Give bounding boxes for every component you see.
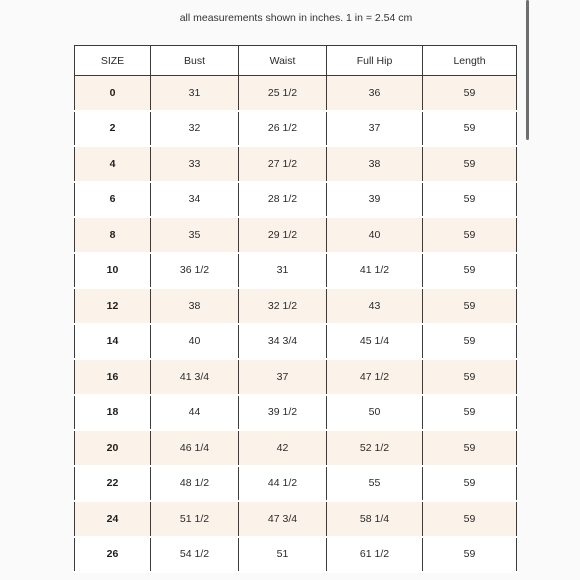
cell-bust: 44 (151, 395, 239, 431)
cell-waist: 31 (239, 253, 327, 289)
header-row (75, 46, 517, 76)
cell-length: 59 (423, 324, 517, 360)
cell-waist: 25 1/2 (239, 76, 327, 111)
cell-full-hip: 43 (327, 288, 423, 324)
table-row (75, 253, 517, 289)
header-full-hip: Full Hip (327, 46, 423, 76)
cell-size: 14 (75, 324, 151, 360)
cell-full-hip: 45 1/4 (327, 324, 423, 360)
cell-waist: 37 (239, 359, 327, 395)
measurement-note: all measurements shown in inches. 1 in = 2.54 cm (179, 12, 413, 24)
cell-full-hip: 55 (327, 466, 423, 502)
table-header (75, 46, 517, 76)
cell-bust: 51 1/2 (151, 501, 239, 537)
cell-full-hip: 38 (327, 146, 423, 182)
header-waist: Waist (239, 46, 327, 76)
cell-length: 59 (423, 501, 517, 537)
cell-length: 59 (423, 253, 517, 289)
cell-length: 59 (423, 288, 517, 324)
cell-length: 59 (423, 182, 517, 218)
cell-size: 26 (75, 537, 151, 573)
table-row (75, 359, 517, 395)
cell-bust: 38 (151, 288, 239, 324)
cell-bust: 34 (151, 182, 239, 218)
cell-bust: 48 1/2 (151, 466, 239, 502)
header-size: SIZE (75, 46, 151, 76)
table-row (75, 288, 517, 324)
cell-size: 8 (75, 217, 151, 253)
cell-length: 59 (423, 395, 517, 431)
scrollbar[interactable] (526, 0, 529, 140)
cell-waist: 39 1/2 (239, 395, 327, 431)
cell-waist: 47 3/4 (239, 501, 327, 537)
cell-length: 59 (423, 111, 517, 147)
cell-length: 59 (423, 359, 517, 395)
cell-full-hip: 50 (327, 395, 423, 431)
cell-waist: 51 (239, 537, 327, 573)
table-row (75, 111, 517, 147)
cell-waist: 28 1/2 (239, 182, 327, 218)
table-row (75, 146, 517, 182)
cell-length: 59 (423, 537, 517, 573)
cell-bust: 41 3/4 (151, 359, 239, 395)
cell-full-hip: 61 1/2 (327, 537, 423, 573)
table-row (75, 76, 517, 111)
table-row (75, 324, 517, 360)
header-bust: Bust (151, 46, 239, 76)
cell-waist: 42 (239, 430, 327, 466)
cell-waist: 27 1/2 (239, 146, 327, 182)
table-row (75, 501, 517, 537)
cell-full-hip: 36 (327, 76, 423, 111)
cell-size: 20 (75, 430, 151, 466)
cell-size: 2 (75, 111, 151, 147)
cell-full-hip: 39 (327, 182, 423, 218)
cell-waist: 26 1/2 (239, 111, 327, 147)
table-row (75, 217, 517, 253)
size-chart-table (74, 45, 517, 573)
cell-bust: 32 (151, 111, 239, 147)
header-length: Length (423, 46, 517, 76)
cell-size: 4 (75, 146, 151, 182)
cell-size: 6 (75, 182, 151, 218)
cell-size: 0 (75, 76, 151, 111)
table-row (75, 430, 517, 466)
cell-length: 59 (423, 430, 517, 466)
table-row (75, 182, 517, 218)
cell-size: 18 (75, 395, 151, 431)
cell-bust: 54 1/2 (151, 537, 239, 573)
cell-full-hip: 58 1/4 (327, 501, 423, 537)
cell-full-hip: 40 (327, 217, 423, 253)
cell-bust: 40 (151, 324, 239, 360)
cell-bust: 36 1/2 (151, 253, 239, 289)
cell-size: 16 (75, 359, 151, 395)
table-row (75, 466, 517, 502)
cell-length: 59 (423, 76, 517, 111)
cell-length: 59 (423, 466, 517, 502)
cell-waist: 29 1/2 (239, 217, 327, 253)
cell-size: 22 (75, 466, 151, 502)
cell-bust: 33 (151, 146, 239, 182)
cell-bust: 46 1/4 (151, 430, 239, 466)
cell-waist: 32 1/2 (239, 288, 327, 324)
cell-waist: 44 1/2 (239, 466, 327, 502)
cell-full-hip: 37 (327, 111, 423, 147)
cell-waist: 34 3/4 (239, 324, 327, 360)
cell-length: 59 (423, 217, 517, 253)
cell-bust: 31 (151, 76, 239, 111)
cell-size: 10 (75, 253, 151, 289)
cell-full-hip: 52 1/2 (327, 430, 423, 466)
cell-size: 24 (75, 501, 151, 537)
cell-bust: 35 (151, 217, 239, 253)
cell-full-hip: 47 1/2 (327, 359, 423, 395)
table-body (75, 76, 517, 573)
cell-length: 59 (423, 146, 517, 182)
table-row (75, 537, 517, 573)
cell-size: 12 (75, 288, 151, 324)
cell-full-hip: 41 1/2 (327, 253, 423, 289)
table-row (75, 395, 517, 431)
